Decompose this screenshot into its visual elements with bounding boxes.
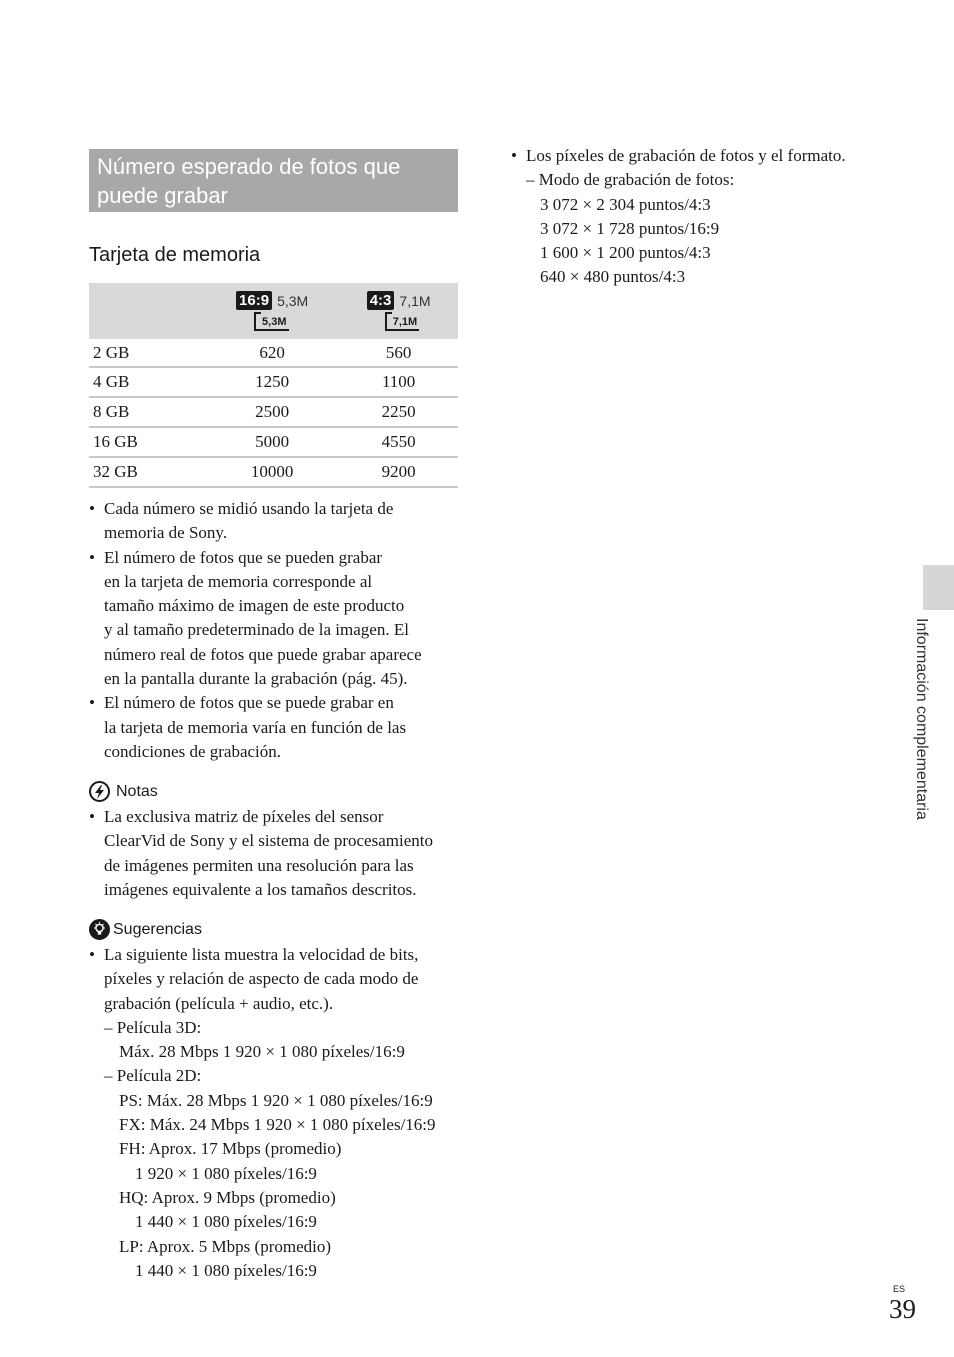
capacity-table: [89, 283, 458, 488]
capacity-cell: 4 GB: [89, 367, 205, 397]
tips-heading: [89, 919, 202, 940]
section-title-line2: puede grabar: [97, 183, 228, 208]
lp-spec: LP: Aprox. 5 Mbps (promedio): [119, 1236, 332, 1256]
photo-mode-item: 1 600 × 1 200 puntos/4:3: [540, 243, 711, 263]
list-item: [89, 497, 461, 546]
note-line: imágenes equivalente a los tamaños descritos.: [104, 879, 417, 899]
tips-body: [89, 943, 461, 1283]
section-title-line1: Número esperado de fotos que: [97, 154, 401, 179]
count-cell: 10000: [205, 457, 339, 487]
capacity-header: [89, 283, 205, 339]
bullet-line: y al tamaño predeterminado de la imagen. El: [104, 620, 409, 640]
photo-format-bullet: • Los píxeles de grabación de fotos y el formato.: [526, 146, 846, 165]
lp-resolution: 1 440 × 1 080 píxeles/16:9: [135, 1260, 317, 1280]
size-label: 5,3M: [277, 292, 309, 309]
bullet-line: la tarjeta de memoria varía en función de las: [104, 717, 407, 737]
note-line: de imágenes permiten una resolución para las: [104, 855, 414, 875]
aspect-4-3-icon: 4:3: [367, 291, 395, 310]
movie-2d-label: – Película 2D:: [104, 1066, 202, 1086]
photo-format-block: [511, 144, 846, 290]
tip-line: • La siguiente lista muestra la velocidad de bits,: [104, 945, 419, 964]
movie-3d-spec: Máx. 28 Mbps 1 920 × 1 080 píxeles/16:9: [119, 1042, 405, 1062]
fh-spec: FH: Aprox. 17 Mbps (promedio): [119, 1139, 342, 1159]
movie-3d-label: – Película 3D:: [104, 1017, 202, 1037]
table-row: [89, 427, 458, 457]
notes-heading-label: Notas: [116, 782, 158, 800]
tips-heading-label: Sugerencias: [113, 920, 202, 938]
hq-resolution: 1 440 × 1 080 píxeles/16:9: [135, 1212, 317, 1232]
photo-mode-label: – Modo de grabación de fotos:: [526, 170, 735, 190]
note-line: • La exclusiva matriz de píxeles del sensor: [104, 807, 384, 826]
image-size-icon: 5,3M: [254, 312, 288, 331]
table-row: [89, 457, 458, 487]
tips-lightbulb-icon: [89, 919, 110, 940]
list-item: [89, 943, 461, 1016]
count-cell: 560: [339, 339, 458, 367]
photo-mode-item: 3 072 × 1 728 puntos/16:9: [540, 218, 720, 238]
notes-heading: [89, 781, 158, 802]
table-row: [89, 397, 458, 427]
ps-spec: PS: Máx. 28 Mbps 1 920 × 1 080 píxeles/16:9: [119, 1090, 433, 1110]
tip-line: píxeles y relación de aspecto de cada modo de: [104, 969, 419, 989]
bullet-line: tamaño máximo de imagen de este producto: [104, 596, 405, 616]
bullet-line: número real de fotos que puede grabar aparece: [104, 644, 422, 664]
page-number: 39: [889, 1294, 916, 1324]
list-item: [511, 144, 846, 168]
count-cell: 1100: [339, 367, 458, 397]
size-column-header: [205, 283, 339, 339]
language-code: ES: [893, 1284, 906, 1294]
note-line: ClearVid de Sony y el sistema de procesamiento: [104, 831, 433, 851]
side-tab-marker: [923, 565, 954, 610]
bullet-line: • El número de fotos que se puede grabar en: [104, 693, 394, 713]
bullet-notes: [89, 497, 461, 764]
section-title: [89, 149, 458, 212]
hq-spec: HQ: Aprox. 9 Mbps (promedio): [119, 1187, 336, 1207]
table-header-row: [89, 283, 458, 339]
capacity-cell: 2 GB: [89, 339, 205, 367]
side-tab-label: Información complementaria: [913, 618, 930, 820]
notes-body: [89, 805, 461, 902]
list-item: [89, 805, 461, 902]
table-row: [89, 367, 458, 397]
count-cell: 4550: [339, 427, 458, 457]
list-item: [89, 546, 461, 692]
bullet-line: condiciones de grabación.: [104, 741, 282, 761]
tip-line: grabación (película + audio, etc.).: [104, 993, 334, 1013]
size-label: 7,1M: [399, 292, 431, 309]
capacity-cell: 16 GB: [89, 427, 205, 457]
count-cell: 1250: [205, 367, 339, 397]
size-column-header: [339, 283, 458, 339]
list-item: [89, 691, 461, 764]
capacity-cell: 32 GB: [89, 457, 205, 487]
bullet-line: en la pantalla durante la grabación (pág. 45).: [104, 669, 408, 689]
image-size-icon: 7,1M: [385, 312, 419, 331]
count-cell: 5000: [205, 427, 339, 457]
fh-resolution: 1 920 × 1 080 píxeles/16:9: [135, 1163, 317, 1183]
bullet-line: • El número de fotos que se pueden grabar: [104, 547, 383, 567]
count-cell: 9200: [339, 457, 458, 487]
table-row: [89, 339, 458, 367]
count-cell: 2500: [205, 397, 339, 427]
notes-lightning-icon: [89, 781, 110, 802]
bullet-line: en la tarjeta de memoria corresponde al: [104, 571, 373, 591]
count-cell: 2250: [339, 397, 458, 427]
capacity-cell: 8 GB: [89, 397, 205, 427]
fx-spec: FX: Máx. 24 Mbps 1 920 × 1 080 píxeles/16:9: [119, 1115, 436, 1135]
bullet-line: • Cada número se midió usando la tarjeta de: [104, 499, 394, 518]
photo-mode-item: 3 072 × 2 304 puntos/4:3: [540, 194, 711, 214]
photo-mode-item: 640 × 480 puntos/4:3: [540, 267, 686, 287]
aspect-16-9-icon: 16:9: [236, 291, 272, 310]
subheading: Tarjeta de memoria: [89, 244, 261, 266]
count-cell: 620: [205, 339, 339, 367]
bullet-line: memoria de Sony.: [104, 523, 228, 543]
